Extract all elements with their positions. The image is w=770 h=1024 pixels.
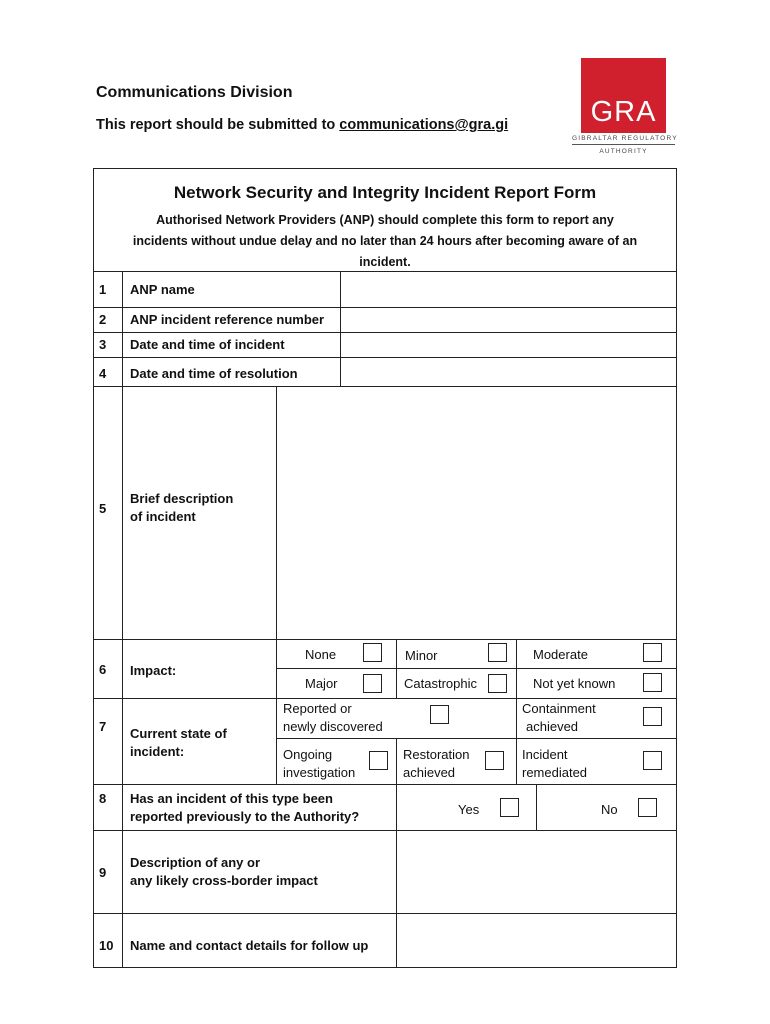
grid-line <box>122 271 123 968</box>
state-restoration-label <box>403 746 469 782</box>
impact-none-label: None <box>305 647 337 662</box>
form-intro <box>93 210 677 273</box>
gra-logo <box>572 57 677 163</box>
impact-label: Impact: <box>130 663 177 678</box>
logo-divider <box>572 144 675 145</box>
reported-previously-label-line-2: reported previously to the Authority? <box>130 809 360 824</box>
anp-incident-ref-label: ANP incident reference number <box>130 312 325 327</box>
grid-line <box>93 784 677 785</box>
impact-catastrophic-checkbox[interactable] <box>488 674 507 693</box>
row-number-8: 8 <box>99 791 107 806</box>
cross-border-label <box>130 854 318 890</box>
grid-line <box>276 738 677 739</box>
state-containment-label <box>522 700 596 736</box>
row-number-7: 7 <box>99 719 107 734</box>
resolution-datetime-label: Date and time of resolution <box>130 366 298 381</box>
impact-major-checkbox[interactable] <box>363 674 382 693</box>
grid-line <box>93 913 677 914</box>
reported-yes-checkbox[interactable] <box>500 798 519 817</box>
row-number-1: 1 <box>99 282 107 297</box>
state-ongoing-label <box>283 746 355 782</box>
anp-name-label: ANP name <box>130 282 195 297</box>
impact-catastrophic-label: Catastrophic <box>404 676 477 691</box>
submit-instruction <box>96 117 508 133</box>
grid-line <box>93 332 677 333</box>
reported-previously-label <box>130 790 359 826</box>
state-reported-label-line-2: newly discovered <box>283 719 383 734</box>
row-number-9: 9 <box>99 865 107 880</box>
grid-line <box>396 639 397 698</box>
state-remediated-checkbox[interactable] <box>643 751 662 770</box>
cross-border-label-line-2: any likely cross-border impact <box>130 873 318 888</box>
grid-line <box>93 698 677 699</box>
state-reported-checkbox[interactable] <box>430 705 449 724</box>
state-remediated-label-line-2: remediated <box>522 765 588 780</box>
reported-yes-label: Yes <box>458 802 480 817</box>
state-ongoing-checkbox[interactable] <box>369 751 388 770</box>
impact-minor-label: Minor <box>405 648 438 663</box>
state-containment-label-line-2: achieved <box>526 719 579 734</box>
grid-line <box>396 784 397 968</box>
reported-previously-label-line-1: Has an incident of this type been <box>130 791 333 806</box>
intro-line-1: Authorised Network Providers (ANP) should complete this form to report any <box>156 213 614 227</box>
current-state-label-line-1: Current state of <box>130 726 227 741</box>
brief-description-label-line-1: Brief description <box>130 491 234 506</box>
row-number-5: 5 <box>99 501 107 516</box>
intro-line-3: incident. <box>359 255 411 269</box>
grid-line <box>516 698 517 738</box>
logo-red-box <box>581 58 666 133</box>
grid-line <box>536 784 537 830</box>
impact-moderate-label: Moderate <box>533 647 588 662</box>
grid-line <box>396 738 397 784</box>
row-number-6: 6 <box>99 662 107 677</box>
impact-not-yet-known-checkbox[interactable] <box>643 673 662 692</box>
cross-border-textarea[interactable] <box>398 832 676 912</box>
impact-none-checkbox[interactable] <box>363 643 382 662</box>
cross-border-label-line-1: Description of any or <box>130 855 261 870</box>
logo-text: GRA <box>590 96 657 128</box>
row-number-3: 3 <box>99 337 107 352</box>
grid-line <box>516 639 517 698</box>
state-ongoing-label-line-1: Ongoing <box>283 747 333 762</box>
impact-minor-checkbox[interactable] <box>488 643 507 662</box>
grid-line <box>93 307 677 308</box>
state-reported-label-line-1: Reported or <box>283 701 352 716</box>
brief-description-label-line-2: of incident <box>130 509 196 524</box>
incident-datetime-input[interactable] <box>342 334 676 356</box>
impact-moderate-checkbox[interactable] <box>643 643 662 662</box>
row-number-2: 2 <box>99 312 107 327</box>
logo-subtitle-2: AUTHORITY <box>599 148 648 155</box>
row-number-4: 4 <box>99 366 107 381</box>
logo-subtitle-1: GIBRALTAR REGULATORY <box>572 135 678 142</box>
contact-details-textarea[interactable] <box>398 915 676 967</box>
current-state-label <box>130 725 227 761</box>
division-title: Communications Division <box>96 84 293 101</box>
resolution-datetime-input[interactable] <box>342 359 676 385</box>
incident-datetime-label: Date and time of incident <box>130 337 285 352</box>
state-restoration-label-line-2: achieved <box>403 765 456 780</box>
intro-line-2: incidents without undue delay and no later than 24 hours after becoming aware of an <box>132 234 638 248</box>
form-title: Network Security and Integrity Incident Report Form <box>173 183 597 202</box>
reported-no-label: No <box>601 802 618 817</box>
state-containment-label-line-1: Containment <box>522 701 596 716</box>
state-reported-label <box>283 700 383 736</box>
anp-name-input[interactable] <box>342 273 676 306</box>
impact-not-yet-known-label: Not yet known <box>533 676 616 691</box>
grid-line <box>276 668 677 669</box>
brief-description-label <box>130 490 233 526</box>
state-ongoing-label-line-2: investigation <box>283 765 356 780</box>
grid-line <box>93 357 677 358</box>
grid-line <box>340 271 341 386</box>
grid-line <box>93 639 677 640</box>
grid-line <box>93 830 677 831</box>
contact-details-label: Name and contact details for follow up <box>130 938 369 953</box>
state-remediated-label-line-1: Incident <box>522 747 568 762</box>
current-state-label-line-2: incident: <box>130 744 185 759</box>
state-restoration-checkbox[interactable] <box>485 751 504 770</box>
submit-prefix: This report should be submitted to <box>96 117 340 133</box>
submit-email-link[interactable]: communications@gra.gi <box>339 117 509 133</box>
state-restoration-label-line-1: Restoration <box>403 747 470 762</box>
grid-line <box>93 271 677 272</box>
grid-line <box>516 738 517 784</box>
row-number-10: 10 <box>99 938 114 953</box>
state-remediated-label <box>522 746 587 782</box>
grid-line <box>93 386 677 387</box>
brief-description-textarea[interactable] <box>278 388 676 638</box>
grid-line <box>276 386 277 784</box>
reported-no-checkbox[interactable] <box>638 798 657 817</box>
anp-incident-ref-input[interactable] <box>342 309 676 331</box>
state-containment-checkbox[interactable] <box>643 707 662 726</box>
impact-major-label: Major <box>305 676 338 691</box>
